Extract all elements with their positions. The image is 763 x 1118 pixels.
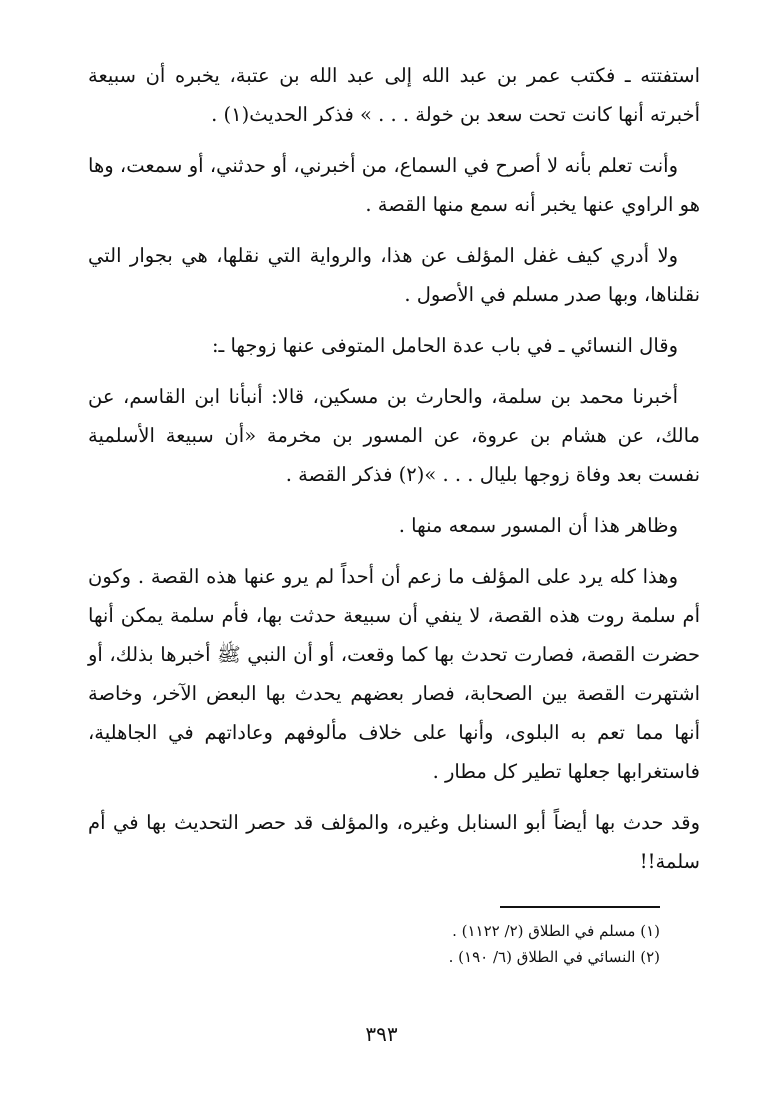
paragraph-6: وظاهر هذا أن المسور سمعه منها . [398, 514, 678, 537]
footnote-separator [500, 906, 660, 908]
paragraph-1: استفتته ـ فكتب عمر بن عبد الله إلى عبد الله بن عتبة، يخبره أن سبيعة أخبرته أنها كانت تحت سعد بن خولة . . . » فذكر الحديث(١) . [88, 64, 700, 126]
paragraph-2: وأنت تعلم بأنه لا أصرح في السماع، من أخبرني، أو حدثني، أو سمعت، وها هو الراوي عنها يخبر أنه سمع منها القصة . [88, 154, 700, 216]
page-body [88, 56, 700, 893]
paragraph-4: وقال النسائي ـ في باب عدة الحامل المتوفى عنها زوجها ـ: [211, 334, 678, 357]
paragraph-5: أخبرنا محمد بن سلمة، والحارث بن مسكين، قالا: أنبأنا ابن القاسم، عن مالك، عن هشام بن عروة، عن المسور بن مخرمة «أن سبيعة الأسلمية نفست بعد وفاة زوجها بليال . . . »(٢) فذكر القصة . [88, 385, 700, 486]
paragraph-3: ولا أدري كيف غفل المؤلف عن هذا، والرواية التي نقلها، هي بجوار التي نقلناها، وبها صدر مسلم في الأصول . [88, 244, 700, 306]
footnotes [88, 918, 660, 970]
footnote-1: (١) مسلم في الطلاق (٢/ ١١٢٢) . [452, 922, 660, 940]
paragraph-7: وهذا كله يرد على المؤلف ما زعم أن أحداً لم يرو عنها هذه القصة . وكون أم سلمة روت هذه القصة، لا ينفي أن سبيعة حدثت بها، فأم سلمة يمكن أنها حضرت القصة، فصارت تحدث بها كما وقعت، أو أن النبي ﷺ أخبرها بذلك، أو اشتهرت القصة بين الصحابة، فصار بعضهم يحدث بها البعض الآخر، وخاصة أنها مما تعم به البلوى، وأنها على خلاف مألوفهم وعاداتهم في الجاهلية، فاستغرابها جعلها تطير كل مطار . [88, 565, 700, 783]
page-number: ٣٩٣ [365, 1022, 398, 1046]
paragraph-8: وقد حدث بها أيضاً أبو السنابل وغيره، والمؤلف قد حصر التحديث بها في أم سلمة!! [88, 811, 700, 873]
footnote-2: (٢) النسائي في الطلاق (٦/ ١٩٠) . [448, 948, 660, 966]
